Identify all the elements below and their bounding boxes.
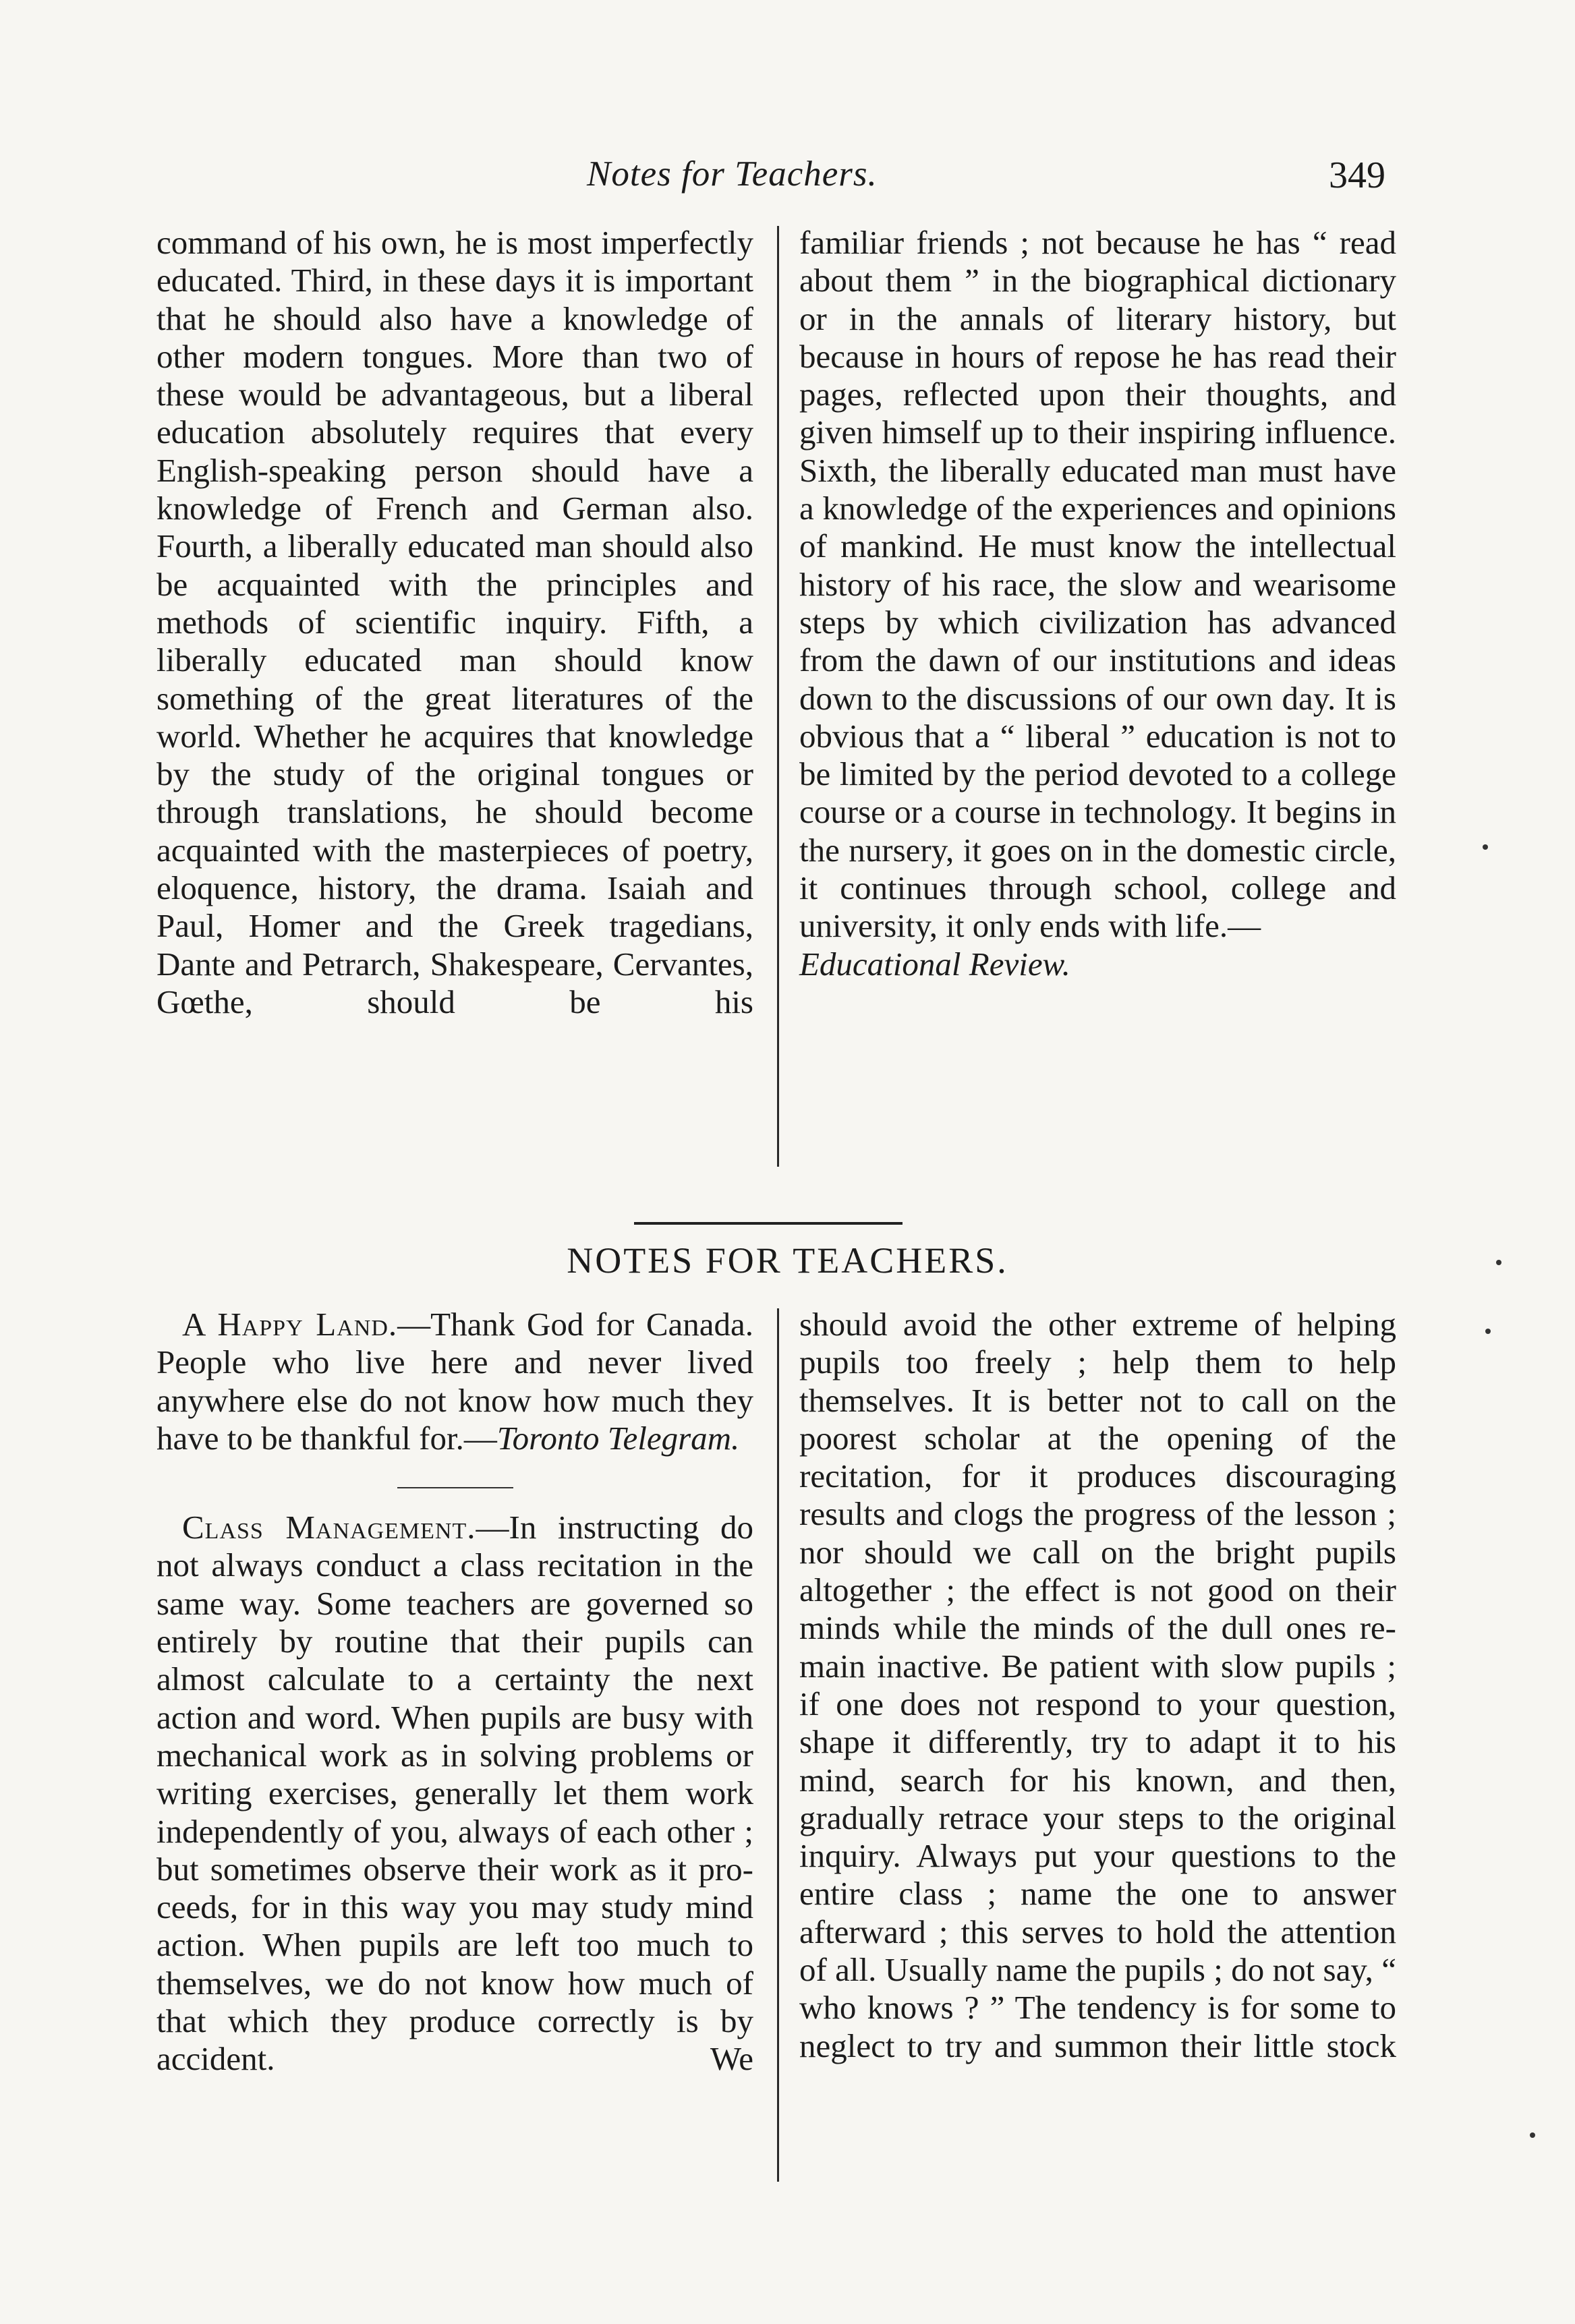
section-divider-rule — [634, 1222, 903, 1225]
class-management-paragraph — [156, 1509, 753, 2078]
margin-speck — [1485, 1329, 1491, 1334]
article-left-text: command of his own, he is most imperfectly educated. Third, in these days it is important that he should also have a knowledge of other modern tongues. More than two of these would be advantageous, but a liberal education absolutely requires that every English-speaking person should have a knowledge of French and German also. Fourth, a liberally educated man should also be acquainted with the principles and methods of scientific inquiry. Fifth, a liberally educated man should know something of the great literatures of the world. Whether he acquires that knowledge by the study of the original tongues or through translations, he should become acquainted with the masterpieces of poetry, eloquence, history, the drama. Isaiah and Paul, Homer and the Greek tragedians, Dante and Petrarch, Shakespeare, Cervantes, Gœthe, should be his — [156, 224, 753, 1020]
margin-speck — [1496, 1260, 1501, 1265]
column-divider-bottom — [777, 1308, 779, 2182]
running-head — [0, 154, 1575, 208]
happy-land-source: Toronto Telegram. — [496, 1419, 740, 1457]
page-number: 349 — [1329, 154, 1385, 196]
margin-speck — [1530, 2132, 1535, 2138]
article-left-column — [156, 224, 753, 1021]
class-management-body-right: should avoid the other extreme of helping pupils too freely ; help them to help themselves. It is better not to call on the poorest scholar at the opening of the recitation, for it produces discouraging results and clogs the progress of the lesson ; nor should we call on the bright pupils altogether ; the effect is not good on their minds while the minds of the dull ones remain inactive. Be patient with slow pupils ; if one does not respond to your question, shape it differently, try to adapt it to his mind, search for his known, and then, gradually retrace your steps to the original inquiry. Always put your questions to the entire class ; name the one to answer afterward ; this serves to hold the attention of all. Usually name the pupils ; do not say, “ who knows ? ” The tendency is for some to neglect to try and summon their little stock — [799, 1306, 1396, 2064]
margin-speck — [1483, 844, 1488, 850]
happy-land-paragraph — [156, 1306, 753, 1457]
article-source: Educational Review. — [799, 945, 1070, 983]
article-right-column — [799, 224, 1396, 983]
notes-right-column — [799, 1306, 1396, 2065]
notes-left-column — [156, 1306, 753, 2079]
article-right-body: familiar friends ; not because he has “ read about them ” in the biographical dictionary or in the annals of literary history, but because in hours of repose he has read their pages, reflected upon their thoughts, and given himself up to their inspiring influence. Sixth, the liberally educated man must have a knowledge of the experiences and opinions of mankind. He must know the intellectual history of his race, the slow and wearisome steps by which civilization has advanced from the dawn of our institutions and ideas down to the discussions of our own day. It is obvious that a “ liberal ” education is not to be limited by the period devoted to a college course or a course in technology. It begins in the nursery, it goes on in the domestic circle, it continues through school, college and university, it only ends with life.— — [799, 224, 1396, 945]
column-divider-top — [777, 226, 779, 1167]
class-management-title: Class Management. — [182, 1509, 476, 1546]
class-management-body-left: —In instructing do not always conduct a class recitation in the same way. Some teachers are governed so entirely by routine that their pupils can almost calculate to a certainty the next action and word. When pupils are busy with mechanical work as in solving problems or writing exercises, generally let them work independently of you, always of each other ; but sometimes observe their work as it proceeds, for in this way you may study mind action. When pupils are left too much to themselves, we do not know how much of that which they produce correctly is by accident. We — [156, 1509, 753, 2078]
happy-land-title: A Happy Land. — [182, 1306, 398, 1343]
article-right-text — [799, 224, 1396, 983]
happy-land-body: —Thank God for Canada. People who live here and never lived anywhere else do not know how much they have to be thankful for.— — [156, 1306, 753, 1457]
note-separator-rule — [397, 1487, 513, 1488]
running-title: Notes for Teachers. — [587, 154, 878, 194]
section-heading: NOTES FOR TEACHERS. — [567, 1240, 1008, 1281]
